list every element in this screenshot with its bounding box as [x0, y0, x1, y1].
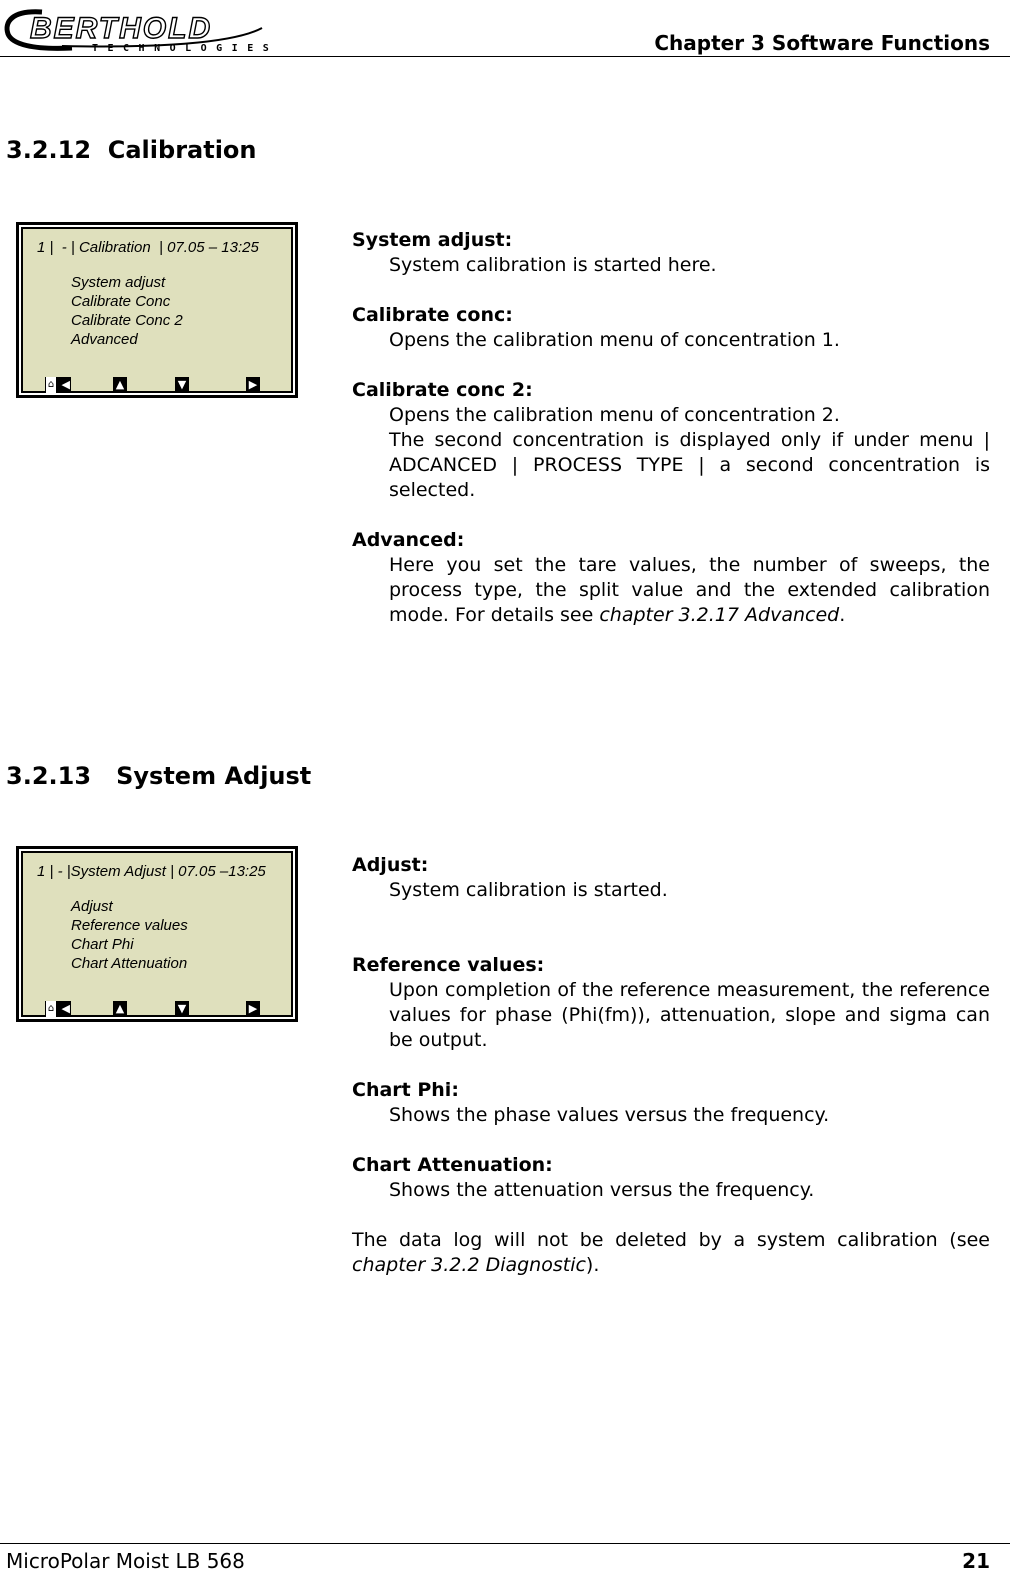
up-arrow-button[interactable]: [113, 1001, 127, 1017]
lcd-header: 1 | - |System Adjust | 07.05 –13:25: [37, 863, 266, 880]
lcd-menu-item[interactable]: Adjust: [71, 898, 113, 915]
term-chart-phi: Chart Phi:: [352, 1079, 459, 1101]
term-reference-values: Reference values:: [352, 954, 545, 976]
data-log-note: The data log will not be deleted by a system calibration (see chapter 3.2.2 Diagnostic).: [352, 1229, 990, 1276]
term-adjust: Adjust:: [352, 854, 429, 876]
section-title: Calibration: [107, 136, 257, 164]
up-arrow-icon: ▲: [115, 1002, 125, 1015]
section-heading-calibration: [6, 136, 257, 164]
right-arrow-icon: ▶: [248, 1002, 258, 1015]
home-icon: ⌂: [46, 1001, 56, 1017]
term-calibrate-conc-2: Calibrate conc 2:: [352, 379, 533, 401]
lcd-menu-item[interactable]: Calibrate Conc 2: [71, 312, 183, 329]
home-back-button[interactable]: [45, 377, 71, 393]
down-arrow-icon: ▼: [177, 378, 187, 391]
right-arrow-icon: ▶: [248, 378, 258, 391]
right-arrow-button[interactable]: [246, 377, 260, 393]
lcd-menu-item[interactable]: Reference values: [71, 917, 188, 934]
lcd-menu-item[interactable]: Chart Attenuation: [71, 955, 188, 972]
def-system-adjust: System calibration is started here.: [389, 254, 717, 276]
term-chart-attenuation: Chart Attenuation:: [352, 1154, 553, 1176]
def-calibrate-conc: Opens the calibration menu of concentration 1.: [389, 329, 840, 351]
lcd-display: [21, 851, 293, 1017]
footer-divider: [0, 1543, 1010, 1544]
left-arrow-icon: ◀: [61, 1002, 70, 1015]
down-arrow-button[interactable]: [175, 377, 189, 393]
def-adjust: System calibration is started.: [389, 879, 668, 901]
calibration-descriptions: [352, 228, 990, 628]
lcd-screen-calibration: [16, 222, 298, 398]
home-back-button[interactable]: [45, 1001, 71, 1017]
page-number: 21: [962, 1549, 990, 1573]
lcd-header: 1 | - | Calibration | 07.05 – 13:25: [37, 239, 259, 256]
def-calibrate-conc-2-note: The second concentration is displayed only if under menu | ADCANCED | PROCESS TYPE | a second concentration is selected.: [389, 429, 990, 501]
product-name: MicroPolar Moist LB 568: [6, 1549, 245, 1573]
chapter-link-diagnostic[interactable]: chapter 3.2.2 Diagnostic: [352, 1254, 586, 1276]
right-arrow-button[interactable]: [246, 1001, 260, 1017]
lcd-menu-item[interactable]: Advanced: [71, 331, 138, 348]
lcd-menu-item[interactable]: Calibrate Conc: [71, 293, 171, 310]
header-divider: [0, 56, 1010, 57]
system-adjust-descriptions: [352, 853, 990, 1278]
down-arrow-icon: ▼: [177, 1002, 187, 1015]
def-reference-values: Upon completion of the reference measurement, the reference values for phase (Phi(fm)), attenuation, slope and sigma can be output.: [389, 979, 990, 1051]
term-calibrate-conc: Calibrate conc:: [352, 304, 513, 326]
def-chart-attenuation: Shows the attenuation versus the frequency.: [389, 1179, 815, 1201]
section-heading-system-adjust: [6, 762, 311, 790]
term-system-adjust: System adjust:: [352, 229, 513, 251]
chapter-link-advanced[interactable]: chapter 3.2.17 Advanced: [599, 604, 840, 626]
lcd-screen-system-adjust: [16, 846, 298, 1022]
lcd-menu-item[interactable]: System adjust: [71, 274, 166, 291]
home-icon: ⌂: [46, 377, 56, 393]
def-advanced: Here you set the tare values, the number of sweeps, the process type, the split value and the extended calibration mode. For details see chapter 3.2.17 Advanced.: [389, 554, 990, 626]
lcd-menu-item[interactable]: Chart Phi: [71, 936, 134, 953]
berthold-logo: [2, 6, 302, 56]
def-calibrate-conc-2: Opens the calibration menu of concentration 2.: [389, 404, 840, 426]
left-arrow-icon: ◀: [61, 378, 70, 391]
logo-sub: TECHNOLOGIES: [92, 43, 279, 54]
section-number: 3.2.13: [6, 762, 92, 790]
term-advanced: Advanced:: [352, 529, 465, 551]
lcd-display: [21, 227, 293, 393]
chapter-title: Chapter 3 Software Functions: [654, 31, 990, 55]
up-arrow-button[interactable]: [113, 377, 127, 393]
down-arrow-button[interactable]: [175, 1001, 189, 1017]
section-number: 3.2.12: [6, 136, 92, 164]
up-arrow-icon: ▲: [115, 378, 125, 391]
def-chart-phi: Shows the phase values versus the frequency.: [389, 1104, 830, 1126]
section-title: System Adjust: [116, 762, 312, 790]
logo-name: BERTHOLD: [30, 12, 213, 45]
